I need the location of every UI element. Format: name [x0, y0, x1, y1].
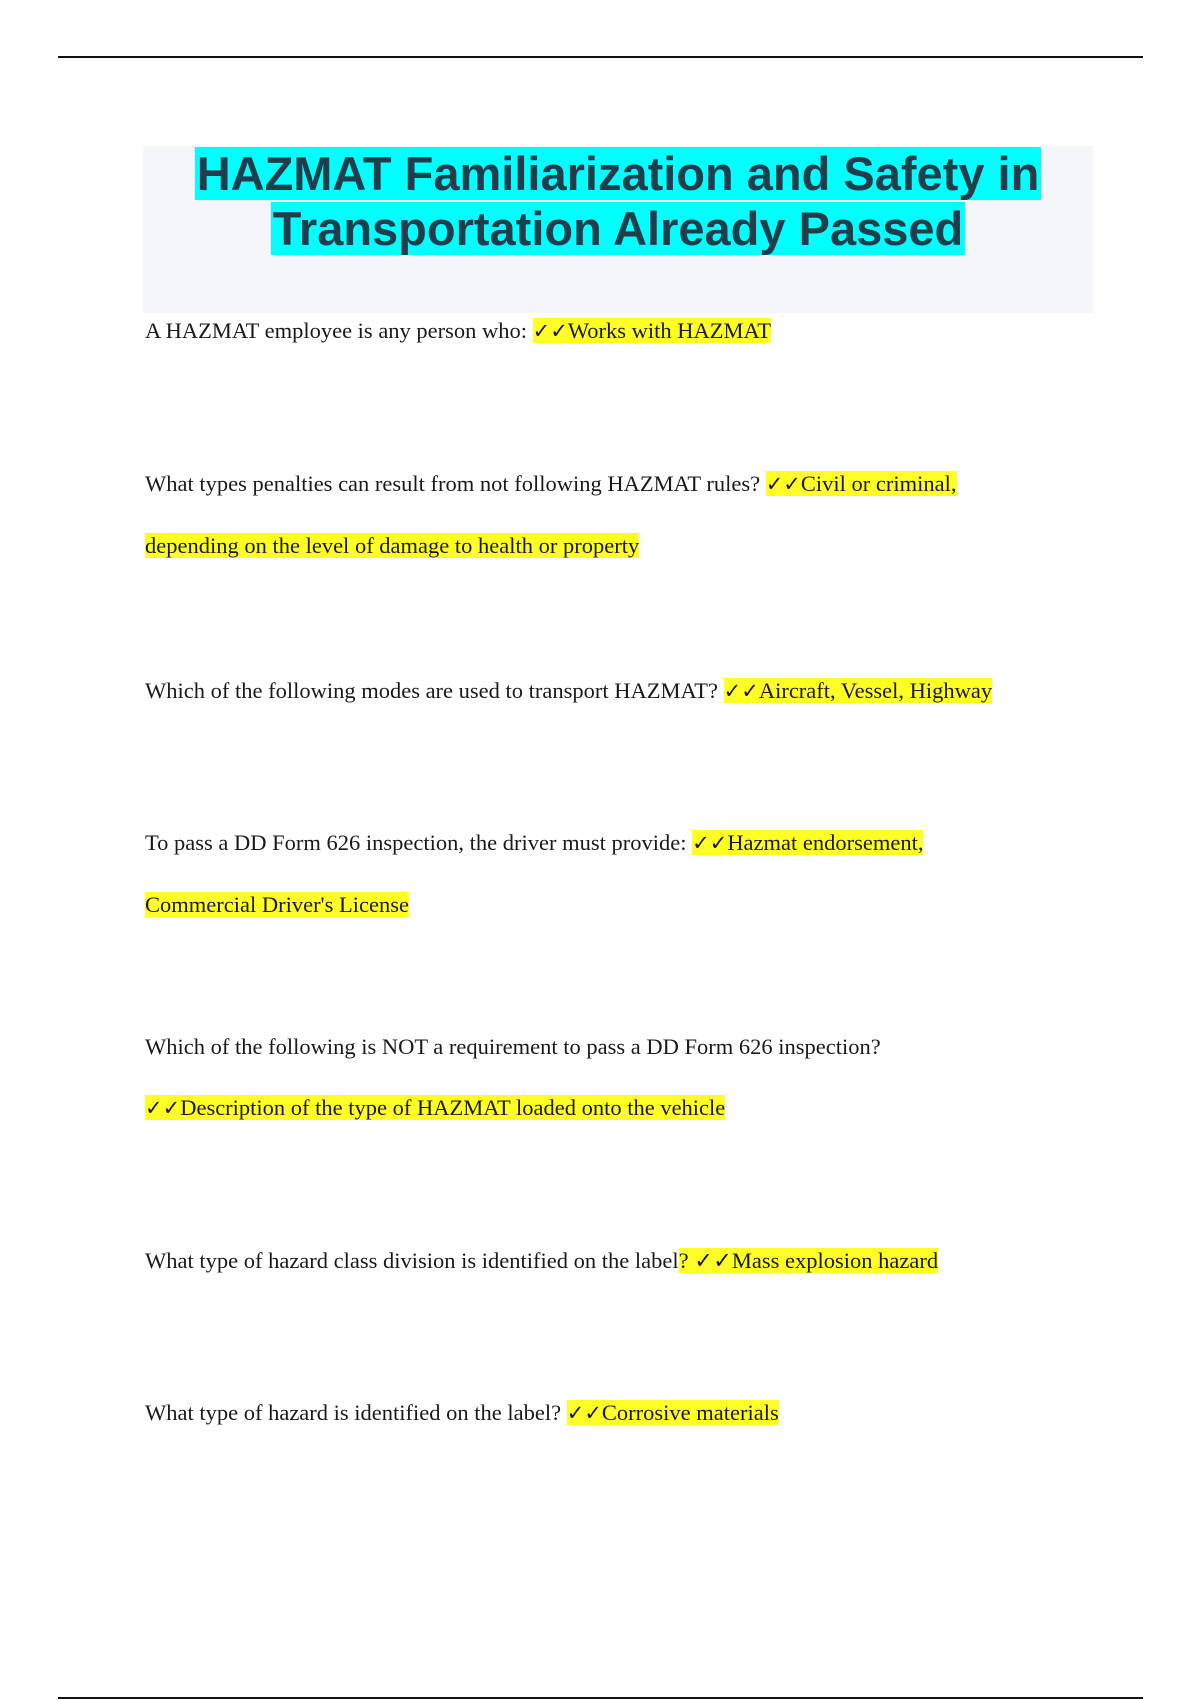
top-rule: [58, 56, 1143, 58]
qa-item-7: [145, 1382, 1105, 1444]
title-panel: [143, 146, 1093, 313]
check-icon: ✓✓: [765, 472, 801, 496]
question-text: To pass a DD Form 626 inspection, the driver must provide:: [145, 830, 693, 855]
answer-text: Works with HAZMAT: [567, 318, 772, 343]
qa-item-1: [145, 300, 1105, 362]
answer-text: Aircraft, Vessel, Highway: [758, 678, 993, 703]
answer-highlight: [145, 1095, 725, 1120]
check-icon: ✓✓: [723, 679, 759, 703]
document-title: [143, 146, 1093, 256]
answer-text: ? ✓✓Mass explosion hazard: [678, 1248, 939, 1273]
question-text: Which of the following modes are used to transport HAZMAT?: [145, 678, 724, 703]
question-text: What type of hazard class division is identified on the label: [145, 1248, 679, 1273]
answer-highlight: [533, 318, 771, 343]
title-line-1: HAZMAT Familiarization and Safety in: [196, 147, 1040, 200]
answer-text: Hazmat endorsement, Commercial Driver's License: [145, 830, 924, 917]
check-icon: ✓✓: [145, 1096, 181, 1120]
qa-item-3: [145, 660, 1105, 722]
answer-text: Corrosive materials: [601, 1400, 779, 1425]
title-line-2: Transportation Already Passed: [272, 202, 964, 255]
answer-highlight: [724, 678, 992, 703]
qa-item-5: [145, 1016, 965, 1139]
question-text: What type of hazard is identified on the label?: [145, 1400, 567, 1425]
check-icon: ✓✓: [532, 319, 568, 343]
bottom-rule: [58, 1697, 1143, 1699]
answer-text: Civil or criminal, depending on the level of damage to health or property: [145, 471, 957, 558]
question-text: Which of the following is NOT a requirement to pass a DD Form 626 inspection?: [145, 1034, 881, 1059]
check-icon: ✓✓: [692, 831, 728, 855]
qa-item-6: [145, 1230, 1105, 1291]
question-text: A HAZMAT employee is any person who:: [145, 318, 533, 343]
answer-text: Description of the type of HAZMAT loaded onto the vehicle: [180, 1095, 726, 1120]
check-icon: ✓✓: [566, 1401, 602, 1425]
qa-item-2: [145, 453, 1025, 576]
answer-highlight: [679, 1248, 939, 1273]
question-text: What types penalties can result from not following HAZMAT rules?: [145, 471, 766, 496]
answer-highlight: [567, 1400, 779, 1425]
qa-item-4: [145, 812, 1015, 935]
